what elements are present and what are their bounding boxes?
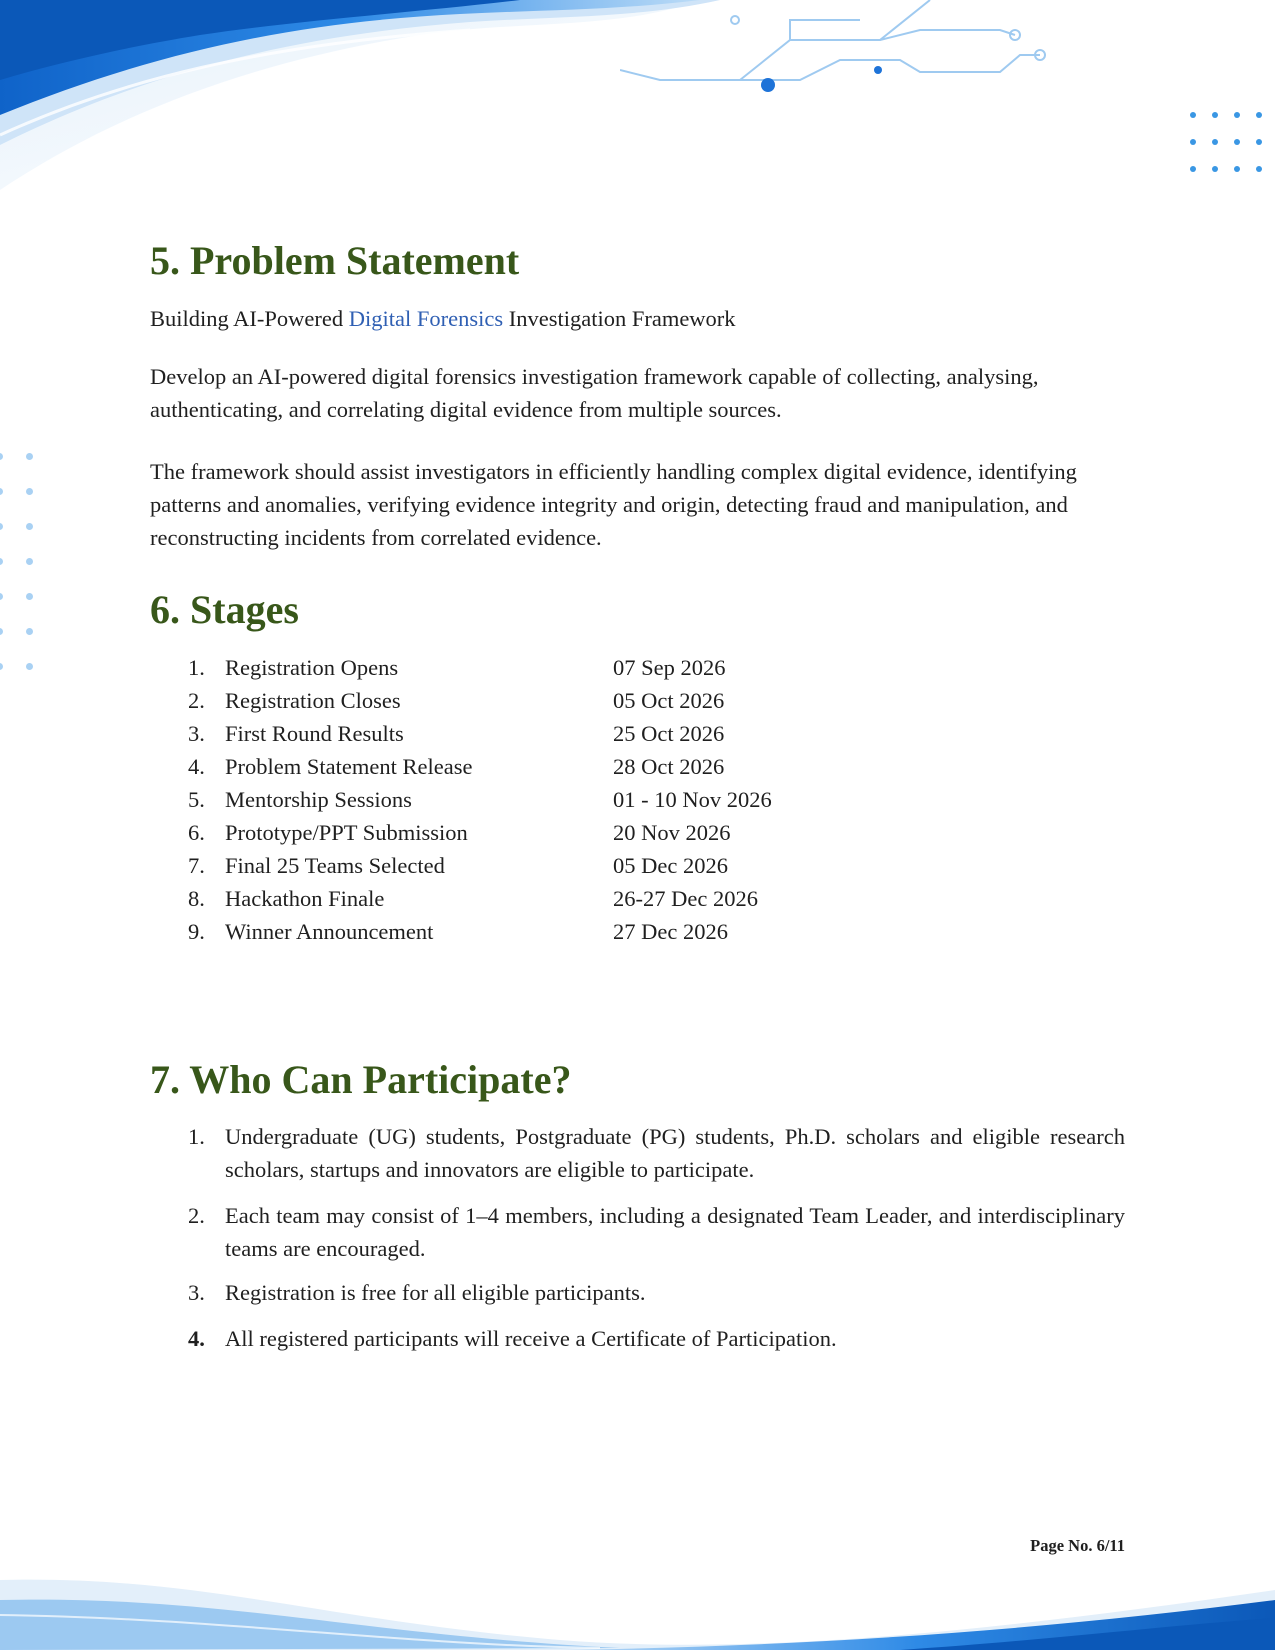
stage-number: 2.: [188, 688, 205, 713]
participate-number: 2.: [188, 1203, 205, 1228]
problem-statement-heading: 5. Problem Statement: [150, 238, 520, 283]
participate-text: Each team may consist of 1–4 members, including a designated Team Leader, and interdisciplinary teams are encouraged.: [225, 1203, 1125, 1261]
stage-number: 1.: [188, 655, 205, 680]
bottom-wave-decoration: [0, 1560, 1275, 1650]
stages-heading: 6. Stages: [150, 587, 299, 632]
subtitle-prefix: Building AI-Powered: [150, 306, 349, 331]
participate-heading: 7. Who Can Participate?: [150, 1057, 572, 1102]
subtitle-suffix: Investigation Framework: [503, 306, 736, 331]
participate-text: Registration is free for all eligible participants.: [225, 1280, 646, 1305]
participate-number: 1.: [188, 1124, 205, 1149]
participate-item: [188, 1120, 1125, 1186]
stage-date: 27 Dec 2026: [613, 919, 728, 944]
dots-top-right-decoration: [1190, 112, 1270, 182]
circuit-decoration: [620, 0, 1090, 110]
participate-item: [188, 1199, 1125, 1265]
stage-number: 5.: [188, 787, 205, 812]
stage-number: 3.: [188, 721, 205, 746]
stage-date: 26-27 Dec 2026: [613, 886, 758, 911]
participate-item: [188, 1276, 1125, 1309]
participate-text: Undergraduate (UG) students, Postgraduate (PG) students, Ph.D. scholars and eligible research scholars, startups and innovators are eligible to participate.: [225, 1124, 1125, 1182]
dots-left-decoration: [0, 453, 36, 673]
stage-number: 8.: [188, 886, 205, 911]
stage-date: 05 Dec 2026: [613, 853, 728, 878]
problem-paragraph-2: The framework should assist investigators in efficiently handling complex digital evidence, identifying patterns and anomalies, verifying evidence integrity and origin, detecting fraud and manipulation, and reconstructing incidents from correlated evidence.: [150, 459, 1077, 550]
stage-label: First Round Results: [225, 721, 404, 746]
stage-date: 01 - 10 Nov 2026: [613, 787, 772, 812]
stage-date: 20 Nov 2026: [613, 820, 731, 845]
problem-subtitle: [150, 302, 1125, 335]
stage-date: 28 Oct 2026: [613, 754, 725, 779]
stage-label: Problem Statement Release: [225, 754, 473, 779]
stage-number: 9.: [188, 919, 205, 944]
participate-number: 3.: [188, 1280, 205, 1305]
participate-number: 4.: [188, 1326, 205, 1351]
stage-number: 6.: [188, 820, 205, 845]
stage-label: Winner Announcement: [225, 919, 434, 944]
stage-label: Registration Closes: [225, 688, 401, 713]
stage-date: 07 Sep 2026: [613, 655, 726, 680]
stage-date: 25 Oct 2026: [613, 721, 725, 746]
stage-number: 7.: [188, 853, 205, 878]
page-number: Page No. 6/11: [1030, 1536, 1125, 1555]
participate-text: All registered participants will receive a Certificate of Participation.: [225, 1326, 837, 1351]
digital-forensics-link[interactable]: Digital Forensics: [348, 306, 504, 331]
stage-date: 05 Oct 2026: [613, 688, 725, 713]
stage-label: Prototype/PPT Submission: [225, 820, 468, 845]
stage-label: Registration Opens: [225, 655, 399, 680]
stage-label: Final 25 Teams Selected: [225, 853, 445, 878]
stage-number: 4.: [188, 754, 205, 779]
participate-item: [188, 1322, 1125, 1355]
problem-paragraph-1: Develop an AI-powered digital forensics investigation framework capable of collecting, analysing, authenticating, and correlating digital evidence from multiple sources.: [150, 364, 1039, 422]
stage-label: Hackathon Finale: [225, 886, 385, 911]
stage-label: Mentorship Sessions: [225, 787, 412, 812]
